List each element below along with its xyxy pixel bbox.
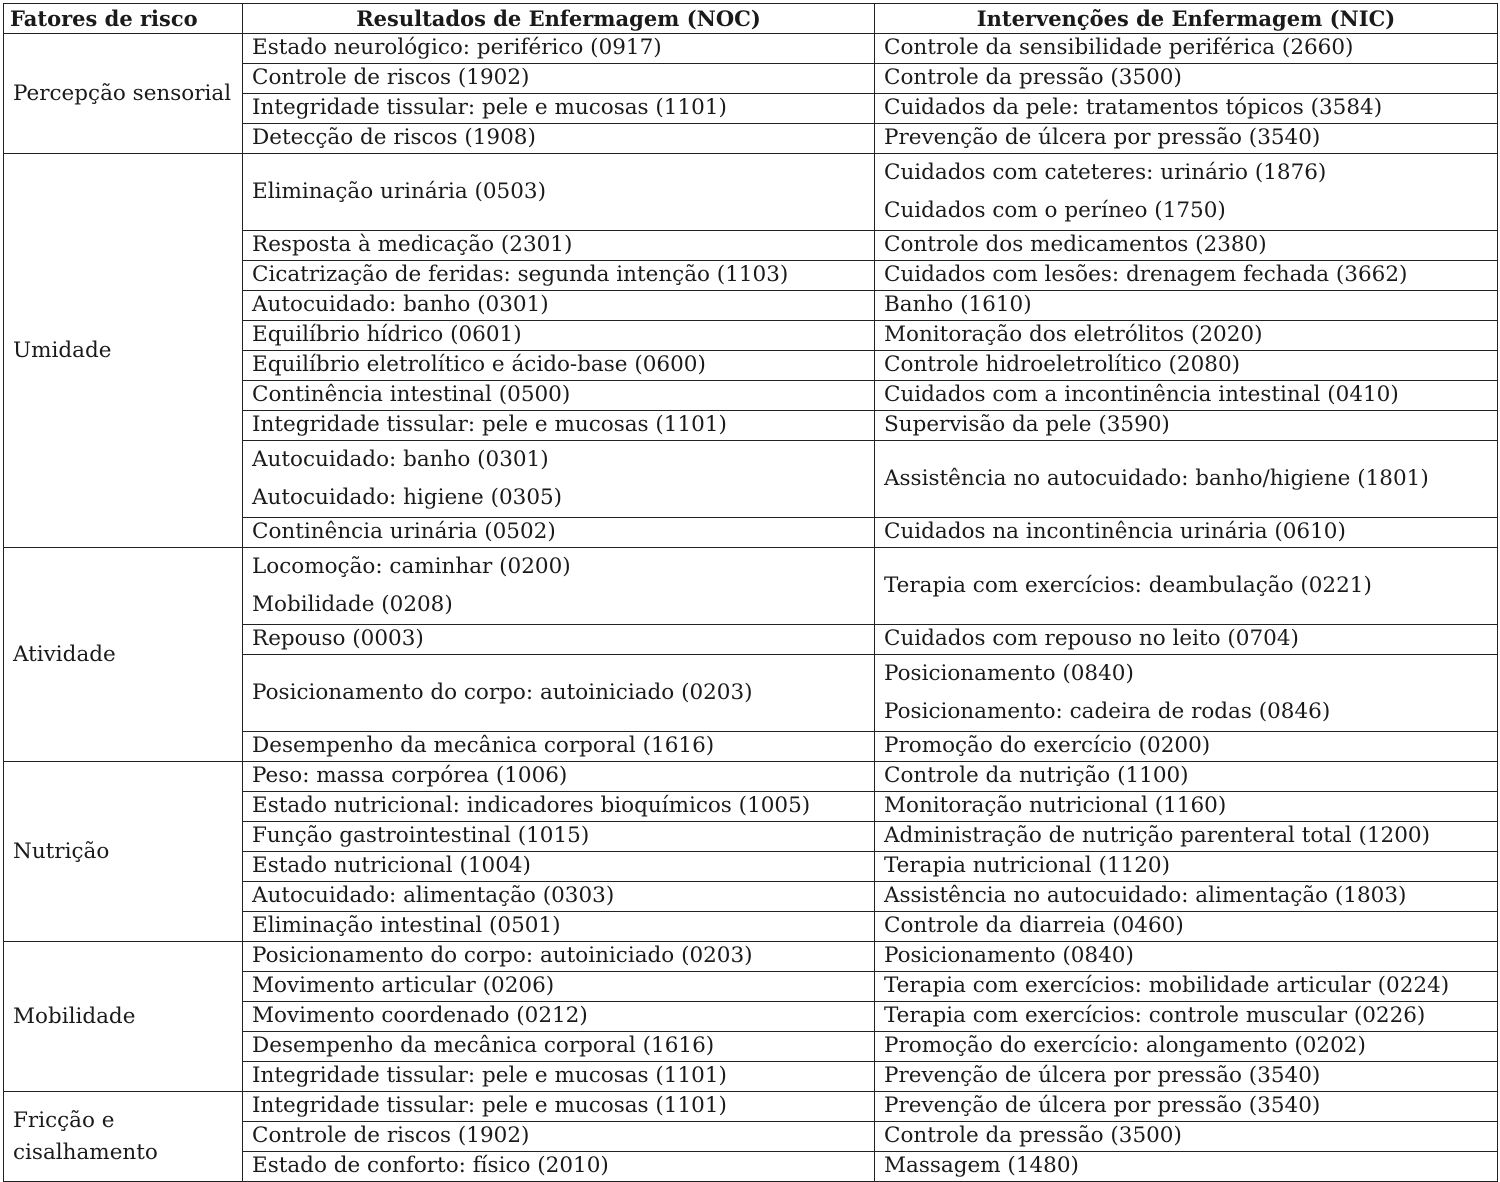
risk-factor-cell: Fricção e cisalhamento: [4, 1092, 243, 1182]
noc-line: Integridade tissular: pele e mucosas (1101): [252, 412, 727, 438]
nic-line: Posicionamento (0840): [884, 943, 1134, 969]
noc-cell: [243, 1152, 875, 1182]
noc-cell: [243, 792, 875, 822]
nic-cell: [875, 231, 1498, 261]
nic-cell: [875, 762, 1498, 792]
noc-cell: [243, 381, 875, 411]
noc-line: Continência urinária (0502): [252, 519, 556, 545]
noc-cell: [243, 912, 875, 942]
nic-cell: [875, 942, 1498, 972]
nic-line: Controle da pressão (3500): [884, 65, 1182, 91]
nic-cell: [875, 1062, 1498, 1092]
nic-cell: [875, 154, 1498, 231]
nic-cell: [875, 64, 1498, 94]
nic-line: Controle da sensibilidade periférica (2660): [884, 35, 1354, 61]
noc-cell: [243, 34, 875, 64]
risk-factor-cell: Umidade: [4, 154, 243, 548]
nic-cell: [875, 518, 1498, 548]
nic-line: Supervisão da pele (3590): [884, 412, 1170, 438]
nic-line: Banho (1610): [884, 292, 1032, 318]
noc-line: Posicionamento do corpo: autoiniciado (0203): [252, 943, 753, 969]
nic-cell: [875, 912, 1498, 942]
noc-cell: [243, 64, 875, 94]
nic-cell: [875, 124, 1498, 154]
nic-line: Assistência no autocuidado: banho/higiene (1801): [884, 465, 1429, 491]
noc-cell: [243, 351, 875, 381]
noc-line: Autocuidado: higiene (0305): [252, 485, 563, 510]
nic-line: Promoção do exercício (0200): [884, 733, 1211, 759]
nic-cell: [875, 351, 1498, 381]
table-row: [4, 762, 1498, 792]
noc-line: Repouso (0003): [252, 626, 424, 652]
nic-cell: [875, 34, 1498, 64]
noc-line: Detecção de riscos (1908): [252, 125, 536, 151]
table-row: [4, 1092, 1498, 1122]
nic-line: Controle da diarreia (0460): [884, 913, 1184, 939]
nic-cell: [875, 1122, 1498, 1152]
nic-line: Terapia nutricional (1120): [884, 853, 1170, 879]
noc-cell: [243, 625, 875, 655]
nic-line: Cuidados com a incontinência intestinal (0410): [884, 382, 1399, 408]
noc-cell: [243, 94, 875, 124]
noc-line: Desempenho da mecânica corporal (1616): [252, 1033, 715, 1059]
header-nic: Intervenções de Enfermagem (NIC): [875, 4, 1498, 34]
nic-cell: [875, 732, 1498, 762]
nic-line: Assistência no autocuidado: alimentação (1803): [884, 883, 1407, 909]
nic-line: Posicionamento: cadeira de rodas (0846): [884, 699, 1331, 724]
nic-line: Controle da pressão (3500): [884, 1123, 1182, 1149]
nic-cell: [875, 1092, 1498, 1122]
noc-line: Estado nutricional (1004): [252, 853, 531, 879]
noc-line: Resposta à medicação (2301): [252, 232, 573, 258]
table-row: [4, 942, 1498, 972]
nic-line: Terapia com exercícios: deambulação (0221): [884, 572, 1372, 598]
nic-cell: [875, 381, 1498, 411]
nic-line: Cuidados com lesões: drenagem fechada (3662): [884, 262, 1408, 288]
noc-cell: [243, 972, 875, 1002]
nic-cell: [875, 261, 1498, 291]
noc-line: Posicionamento do corpo: autoiniciado (0203): [252, 679, 753, 705]
nic-cell: [875, 852, 1498, 882]
nic-cell: [875, 822, 1498, 852]
risk-factor-cell: Atividade: [4, 548, 243, 762]
nic-cell: [875, 625, 1498, 655]
nic-line: Administração de nutrição parenteral total (1200): [884, 823, 1430, 849]
noc-line: Integridade tissular: pele e mucosas (1101): [252, 1093, 727, 1119]
noc-line: Movimento coordenado (0212): [252, 1003, 588, 1029]
nic-line: Cuidados com cateteres: urinário (1876): [884, 160, 1327, 185]
noc-line: Desempenho da mecânica corporal (1616): [252, 733, 715, 759]
nic-line: Promoção do exercício: alongamento (0202): [884, 1033, 1366, 1059]
nic-line: Posicionamento (0840): [884, 661, 1134, 686]
noc-cell: [243, 1092, 875, 1122]
nic-cell: [875, 94, 1498, 124]
nic-cell: [875, 548, 1498, 625]
noc-cell: [243, 154, 875, 231]
nic-line: Massagem (1480): [884, 1153, 1079, 1179]
risk-factors-table: [3, 3, 1498, 1182]
nic-line: Controle da nutrição (1100): [884, 763, 1189, 789]
noc-cell: [243, 411, 875, 441]
nic-cell: [875, 882, 1498, 912]
noc-cell: [243, 291, 875, 321]
noc-line: Peso: massa corpórea (1006): [252, 763, 568, 789]
noc-line: Locomoção: caminhar (0200): [252, 554, 571, 579]
table-row: [4, 154, 1498, 231]
noc-cell: [243, 261, 875, 291]
risk-factor-cell: Nutrição: [4, 762, 243, 942]
noc-line: Função gastrointestinal (1015): [252, 823, 590, 849]
noc-line: Autocuidado: banho (0301): [252, 292, 549, 318]
noc-line: Estado nutricional: indicadores bioquímicos (1005): [252, 793, 811, 819]
nic-line: Cuidados com repouso no leito (0704): [884, 626, 1299, 652]
noc-line: Cicatrização de feridas: segunda intenção (1103): [252, 262, 789, 288]
noc-line: Autocuidado: alimentação (0303): [252, 883, 615, 909]
noc-line: Autocuidado: banho (0301): [252, 447, 549, 472]
noc-cell: [243, 231, 875, 261]
noc-line: Controle de riscos (1902): [252, 65, 530, 91]
nic-cell: [875, 441, 1498, 518]
nic-cell: [875, 792, 1498, 822]
nic-cell: [875, 1002, 1498, 1032]
noc-line: Mobilidade (0208): [252, 592, 453, 617]
noc-cell: [243, 852, 875, 882]
nic-line: Cuidados com o períneo (1750): [884, 198, 1226, 223]
noc-cell: [243, 762, 875, 792]
header-row: [4, 4, 1498, 34]
nic-line: Prevenção de úlcera por pressão (3540): [884, 1093, 1321, 1119]
table-row: [4, 548, 1498, 625]
nic-cell: [875, 1032, 1498, 1062]
nic-line: Monitoração dos eletrólitos (2020): [884, 322, 1263, 348]
nic-cell: [875, 291, 1498, 321]
nic-cell: [875, 972, 1498, 1002]
noc-line: Movimento articular (0206): [252, 973, 555, 999]
nic-line: Prevenção de úlcera por pressão (3540): [884, 1063, 1321, 1089]
noc-cell: [243, 882, 875, 912]
noc-line: Estado de conforto: físico (2010): [252, 1153, 609, 1179]
noc-cell: [243, 1032, 875, 1062]
nic-line: Monitoração nutricional (1160): [884, 793, 1227, 819]
noc-cell: [243, 548, 875, 625]
noc-cell: [243, 1122, 875, 1152]
noc-cell: [243, 732, 875, 762]
noc-line: Integridade tissular: pele e mucosas (1101): [252, 1063, 727, 1089]
noc-line: Eliminação urinária (0503): [252, 178, 546, 204]
risk-factor-cell: Percepção sensorial: [4, 34, 243, 154]
noc-cell: [243, 321, 875, 351]
nic-line: Prevenção de úlcera por pressão (3540): [884, 125, 1321, 151]
nic-line: Controle hidroeletrolítico (2080): [884, 352, 1241, 378]
header-risk-factors: Fatores de risco: [4, 4, 243, 34]
noc-line: Integridade tissular: pele e mucosas (1101): [252, 95, 727, 121]
header-noc: Resultados de Enfermagem (NOC): [243, 4, 875, 34]
noc-cell: [243, 655, 875, 732]
noc-cell: [243, 1002, 875, 1032]
nic-cell: [875, 321, 1498, 351]
nic-cell: [875, 655, 1498, 732]
noc-line: Eliminação intestinal (0501): [252, 913, 561, 939]
nic-line: Cuidados na incontinência urinária (0610): [884, 519, 1346, 545]
noc-line: Continência intestinal (0500): [252, 382, 571, 408]
risk-factor-cell: Mobilidade: [4, 942, 243, 1092]
noc-cell: [243, 124, 875, 154]
noc-line: Equilíbrio hídrico (0601): [252, 322, 522, 348]
nic-line: Terapia com exercícios: controle muscular (0226): [884, 1003, 1426, 1029]
noc-cell: [243, 441, 875, 518]
nic-cell: [875, 1152, 1498, 1182]
noc-line: Estado neurológico: periférico (0917): [252, 35, 662, 61]
nic-cell: [875, 411, 1498, 441]
noc-cell: [243, 942, 875, 972]
table-body: [4, 34, 1498, 1182]
nic-line: Controle dos medicamentos (2380): [884, 232, 1267, 258]
noc-cell: [243, 822, 875, 852]
noc-line: Controle de riscos (1902): [252, 1123, 530, 1149]
noc-cell: [243, 1062, 875, 1092]
nic-line: Cuidados da pele: tratamentos tópicos (3584): [884, 95, 1383, 121]
noc-cell: [243, 518, 875, 548]
noc-line: Equilíbrio eletrolítico e ácido-base (0600): [252, 352, 706, 378]
table-row: [4, 34, 1498, 64]
nic-line: Terapia com exercícios: mobilidade articular (0224): [884, 973, 1450, 999]
